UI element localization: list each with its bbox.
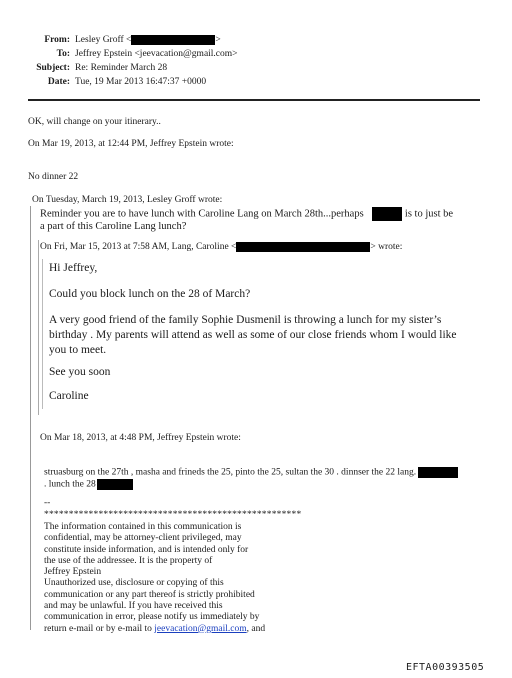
subject-value: Re: Reminder March 28 bbox=[75, 63, 168, 73]
schedule-line-2 bbox=[44, 479, 133, 490]
schedule-line-1 bbox=[44, 467, 458, 478]
disclaimer-block bbox=[44, 522, 265, 635]
attribution-1: On Mar 19, 2013, at 12:44 PM, Jeffrey Epstein wrote: bbox=[28, 139, 234, 149]
from-close: > bbox=[215, 35, 221, 46]
attribution-3-text: On Fri, Mar 15, 2013 at 7:58 AM, Lang, Caroline < bbox=[40, 242, 237, 253]
schedule-text-2: . lunch the 28 bbox=[44, 479, 96, 490]
closing-line: See you soon bbox=[49, 366, 111, 378]
redaction-box bbox=[372, 207, 402, 221]
reminder-text-a: Reminder you are to have lunch with Caroline Lang on March 28th...perhaps bbox=[40, 208, 364, 220]
disclaimer-text-end: , and bbox=[246, 623, 266, 634]
reminder-line-2: a part of this Caroline Lang lunch? bbox=[40, 221, 187, 232]
attribution-3-end: > wrote: bbox=[370, 242, 403, 253]
date-value: Tue, 19 Mar 2013 16:47:37 +0000 bbox=[75, 77, 207, 87]
from-sender: Lesley Groff < bbox=[75, 35, 132, 46]
disclaimer-line: confidential, may be attorney-client privileged, may bbox=[44, 533, 242, 544]
disclaimer-line: constitute inside information, and is intended only for bbox=[44, 544, 249, 555]
redaction-box bbox=[236, 242, 370, 252]
disclaimer-line: communication or any part thereof is strictly prohibited bbox=[44, 589, 255, 600]
reminder-text-b: is to just be bbox=[404, 208, 454, 220]
quote-bar-outer bbox=[30, 206, 31, 630]
paragraph-line-2: birthday . My parents will attend as well as some of our close friends whom I would like bbox=[49, 329, 457, 341]
to-value: Jeffrey Epstein <jeevacation@gmail.com> bbox=[75, 49, 238, 59]
redaction-box bbox=[131, 35, 215, 45]
disclaimer-line: communication in error, please notify us immediately by bbox=[44, 612, 260, 623]
reply-line: OK, will change on your itinerary.. bbox=[28, 117, 161, 127]
bates-number: EFTA00393505 bbox=[406, 662, 485, 673]
redaction-box bbox=[97, 479, 133, 490]
greeting: Hi Jeffrey, bbox=[49, 262, 98, 274]
signature-dashes: -- bbox=[44, 498, 51, 508]
attribution-2: On Tuesday, March 19, 2013, Lesley Groff wrote: bbox=[32, 195, 223, 205]
attribution-4: On Mar 18, 2013, at 4:48 PM, Jeffrey Epstein wrote: bbox=[40, 433, 241, 443]
quote-bar-middle bbox=[38, 240, 39, 415]
request-line: Could you block lunch on the 28 of March? bbox=[49, 288, 251, 300]
no-dinner-line: No dinner 22 bbox=[28, 172, 79, 182]
subject-label: Subject: bbox=[36, 63, 70, 73]
date-label: Date: bbox=[47, 77, 70, 87]
quote-bar-inner bbox=[42, 259, 43, 409]
disclaimer-line: and may be unlawful. If you have received this bbox=[44, 601, 223, 612]
disclaimer-line-last bbox=[44, 624, 265, 635]
disclaimer-line: Unauthorized use, disclosure or copying of this bbox=[44, 578, 224, 589]
attribution-3 bbox=[40, 242, 402, 252]
redaction-box bbox=[418, 467, 458, 478]
star-divider: **************************************************** bbox=[44, 510, 302, 520]
disclaimer-text: return e-mail or by e-mail to bbox=[44, 623, 155, 634]
paragraph-line-3: you to meet. bbox=[49, 344, 107, 356]
disclaimer-line: the use of the addressee. It is the property of bbox=[44, 555, 213, 566]
disclaimer-line: The information contained in this communication is bbox=[44, 522, 242, 532]
paragraph-line-1: A very good friend of the family Sophie Dusmenil is throwing a lunch for my sister’s bbox=[49, 314, 442, 326]
to-label: To: bbox=[56, 49, 70, 59]
schedule-text: struasburg on the 27th , masha and frineds the 25, pinto the 25, sultan the 30 . dinnser the 22 lang. bbox=[44, 467, 417, 478]
signature-name: Caroline bbox=[49, 390, 89, 402]
from-label: From: bbox=[44, 35, 70, 45]
reminder-line-1 bbox=[40, 207, 453, 221]
header-divider bbox=[28, 99, 480, 101]
disclaimer-line: Jeffrey Epstein bbox=[44, 567, 102, 578]
email-link[interactable]: jeevacation@gmail.com bbox=[154, 623, 247, 634]
from-value bbox=[75, 35, 221, 45]
